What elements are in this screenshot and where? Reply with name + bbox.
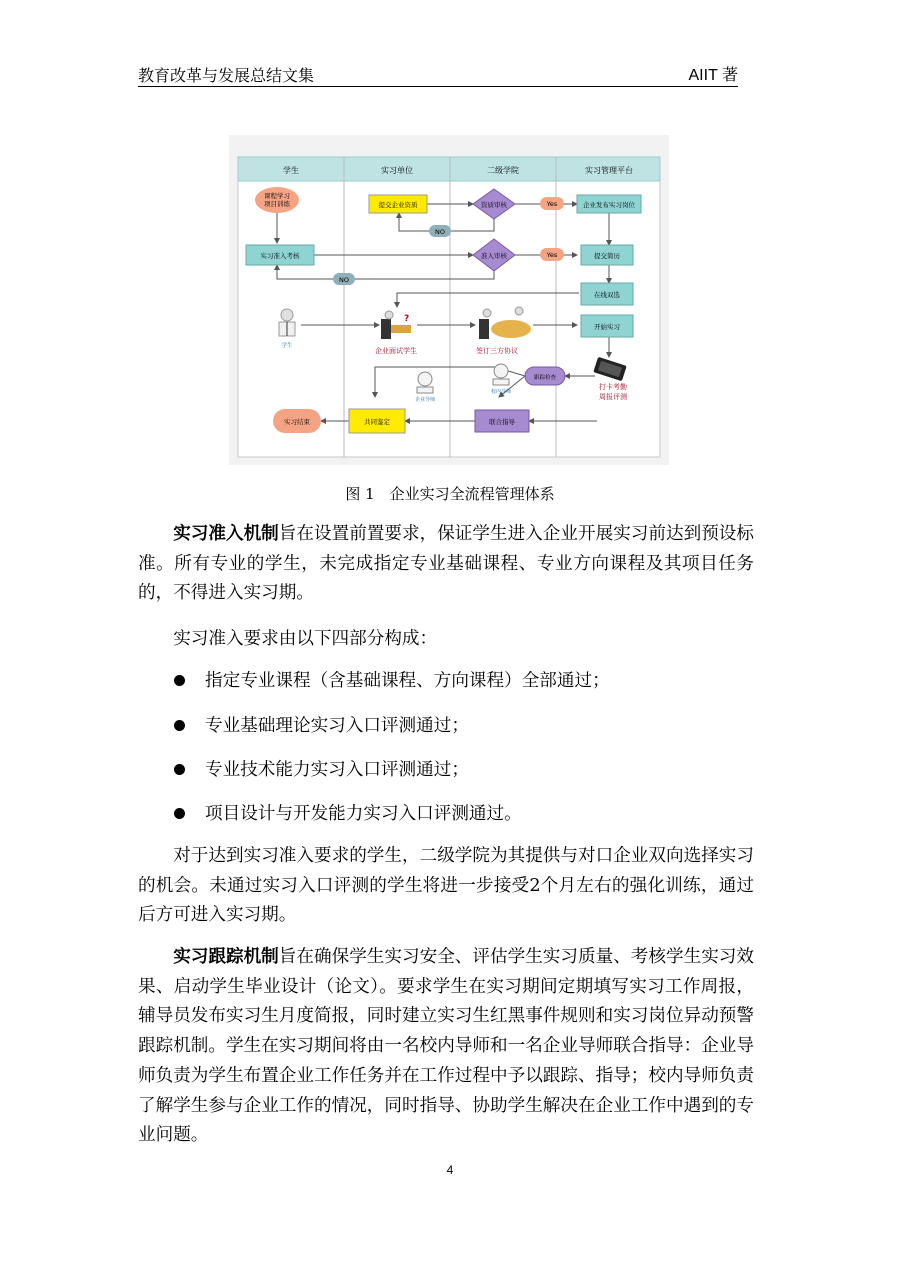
school-mentor-label: 校内导师 [490, 389, 512, 395]
header-author: AIIT 著 [688, 67, 738, 84]
pill-yes-2-label: Yes [546, 251, 558, 259]
bullet-dot-icon [174, 720, 185, 731]
access-mechanism-heading: 实习准入机制 [173, 523, 279, 544]
clockin-label-2: 周报评测 [599, 393, 627, 401]
page-header [138, 66, 738, 87]
bullet-dot-icon [174, 675, 185, 686]
paragraph-selection-opportunity: 对于达到实习准入要求的学生，二级学院为其提供与对口企业双向选择实习的机会。未通过实习入口评测的学生将进一步接受2个月左右的强化训练，通过后方可进入实习期。 [138, 846, 754, 926]
node-joint-guidance-label: 联合指导 [489, 418, 515, 426]
node-start-intern-label: 开始实习 [594, 323, 620, 331]
tracking-mechanism-heading: 实习跟踪机制 [173, 946, 279, 967]
node-follow-check-label: 跟踪检查 [533, 375, 557, 381]
bullet-dot-icon [174, 764, 185, 775]
pill-yes-1-label: Yes [546, 200, 558, 208]
node-joint-eval-label: 共同鉴定 [364, 418, 390, 426]
page-number: 4 [446, 1163, 454, 1177]
node-access-review-label: 准入审核 [481, 252, 507, 260]
paragraph-access-requirements: 实习准入要求由以下四部分构成： [173, 629, 438, 649]
student-label: 学生 [281, 343, 293, 349]
figure-caption: 图 1 企业实习全流程管理体系 [345, 485, 555, 503]
node-intern-end-label: 实习结束 [284, 418, 310, 426]
bullet-text: 专业基础理论实习入口评测通过； [205, 716, 469, 736]
svg-text:?: ? [404, 314, 410, 324]
bullet-text: 专业技术能力实习入口评测通过； [205, 760, 469, 780]
lane-student: 学生 [283, 166, 299, 175]
sign-label: 签订三方协议 [476, 347, 518, 355]
flowchart-figure [229, 135, 669, 465]
tracking-mechanism-text: 旨在确保学生实习安全、评估学生实习质量、考核学生实习效果、启动学生毕业设计（论文）。要求学生在实习期间定期填写实习工作周报，辅导员发布实习生月度简报，同时建立实习生红黑事件规则和实习岗位异动预警跟踪机制。学生在实习期间将由一名校内导师和一名企业导师联合指导：企业导师负责为学生布置企业工作任务并在工作过程中予以跟踪、指导；校内导师负责了解学生参与企业工作的情况，同时指导、协助学生解决在企业工作中遇到的专业问题。 [138, 947, 754, 1146]
lane-platform: 实习管理平台 [585, 166, 633, 175]
bullet-text: 项目设计与开发能力实习入口评测通过。 [205, 804, 522, 824]
node-access-exam-label: 实习准入考核 [260, 252, 300, 260]
node-course-training-line2: 项目训练 [264, 200, 290, 208]
enterprise-mentor-label: 企业导师 [414, 397, 436, 403]
pill-no-2-label: NO [339, 276, 349, 284]
node-enterprise-qualification-label: 提交企业资质 [378, 201, 418, 209]
lane-enterprise: 实习单位 [381, 166, 413, 175]
bullet-text: 指定专业课程（含基础课程、方向课程）全部通过； [205, 671, 610, 691]
node-publish-post-label: 企业发布实习岗位 [583, 201, 635, 209]
access-mechanism-text: 旨在设置前置要求，保证学生进入企业开展实习前达到预设标准。所有专业的学生，未完成指定专业基础课程、专业方向课程及其项目任务的，不得进入实习期。 [138, 524, 754, 604]
paragraph-tracking-mechanism [138, 942, 754, 1151]
node-qualification-review-label: 资质审核 [481, 201, 507, 209]
enterprise-mentor-icon [417, 372, 433, 393]
school-mentor-icon [493, 364, 509, 385]
node-submit-resume-label: 提交简历 [594, 252, 620, 260]
clockin-label-1: 打卡考勤 [599, 383, 627, 391]
paragraph-access-mechanism [138, 519, 754, 609]
header-title: 教育改革与发展总结文集 [138, 66, 315, 85]
lane-college: 二级学院 [487, 166, 519, 175]
student-person-icon [279, 309, 295, 336]
pill-no-1-label: NO [435, 228, 445, 236]
node-online-select-label: 在线双选 [594, 291, 620, 299]
node-course-training-line1: 课程学习 [264, 192, 290, 200]
flowchart-svg [229, 135, 669, 465]
bullet-dot-icon [174, 808, 185, 819]
interview-label: 企业面试学生 [375, 347, 417, 355]
